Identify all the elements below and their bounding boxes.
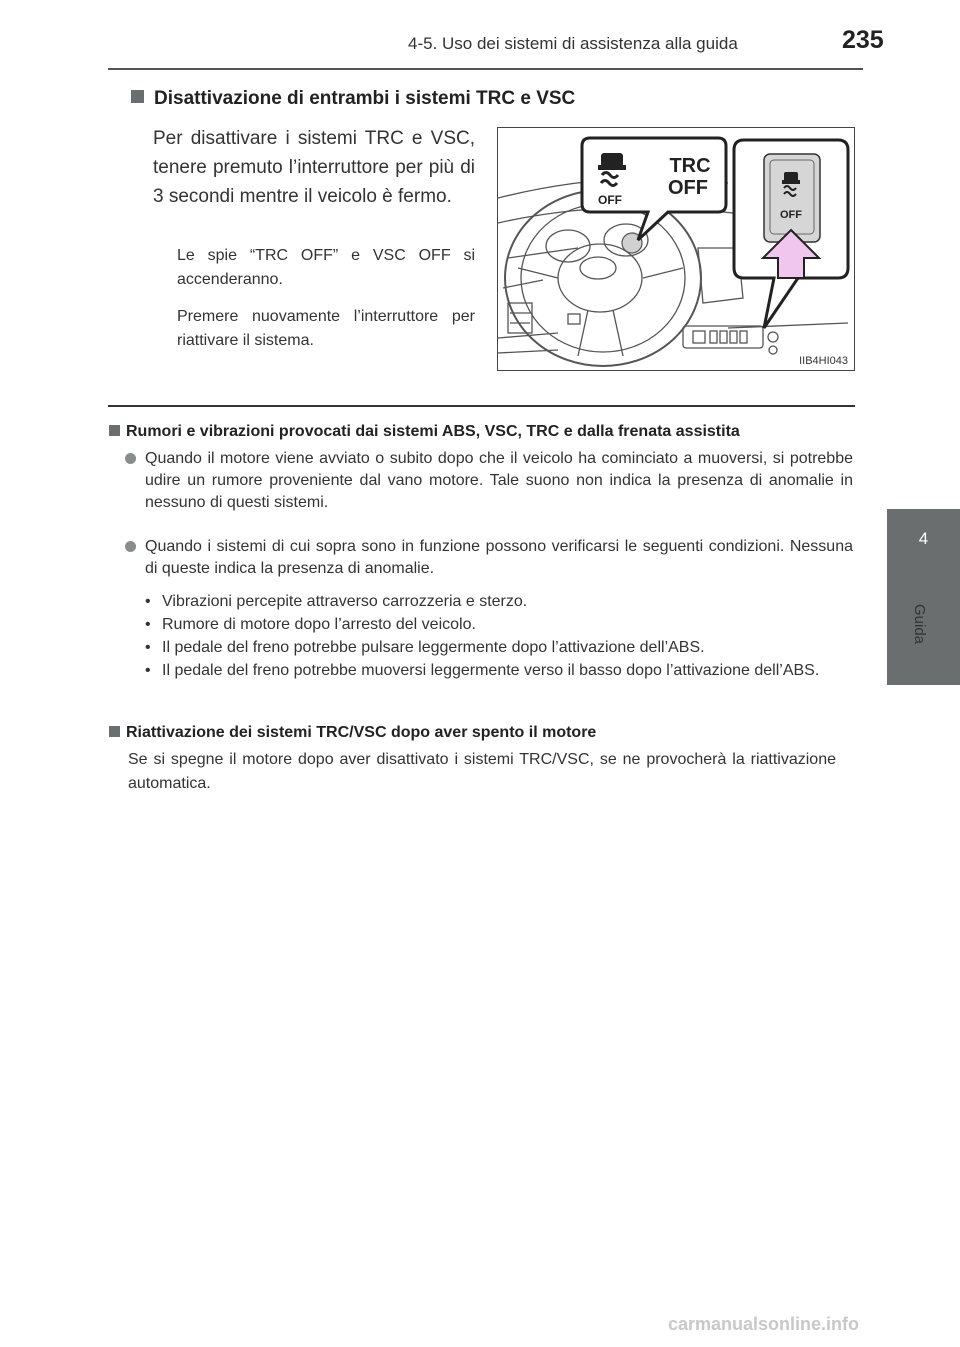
section-title-text: Disattivazione di entrambi i sistemi TRC e VSC (154, 88, 576, 109)
vsc-off-switch (764, 154, 820, 242)
svg-text:OFF: OFF (598, 193, 622, 207)
info-bullet: Quando il motore viene avviato o subito dopo che il veicolo ha cominciato a muoversi, si potrebbe udire un rumore proveniente dal vano motore. Tale suono non indica la presenza di anomalie in nessuno di questi sistemi. (128, 448, 853, 514)
list-item: • Il pedale del freno potrebbe muoversi leggermente verso il basso dopo l’attivazione dell’ABS. (145, 659, 853, 682)
circle-bullet-icon (125, 453, 136, 464)
figure-code: IIB4HI043 (799, 355, 848, 367)
chapter-number: 4 (918, 529, 929, 548)
watermark: carmanualsonline.info (668, 1314, 860, 1334)
section-title (131, 88, 575, 110)
dashboard-drawing (498, 128, 854, 370)
chapter-label: Guida (911, 604, 928, 645)
info-title-noise: Rumori e vibrazioni provocati dai sistemi ABS, VSC, TRC e dalla frenata assistita (109, 423, 740, 441)
square-bullet-icon (109, 425, 120, 436)
list-item: • Il pedale del freno potrebbe pulsare leggermente dopo l’attivazione dell’ABS. (145, 636, 853, 659)
circle-bullet-icon (125, 541, 136, 552)
trc-label-line2: OFF (668, 177, 708, 199)
section-note: Premere nuovamente l’interruttore per riattivare il sistema. (177, 308, 475, 349)
running-header: 4-5. Uso dei sistemi di assistenza alla guida (408, 34, 738, 53)
info-bullet: Quando i sistemi di cui sopra sono in funzione possono verificarsi le seguenti condizioni. Nessuna di queste indica la presenza di anomalie. (128, 536, 853, 580)
section-intro: Per disattivare i sistemi TRC e VSC, tenere premuto l’interruttore per più di 3 secondi mentre il veicolo è fermo. (153, 128, 475, 207)
dashboard-illustration (497, 127, 855, 371)
info-title-reactivation: Riattivazione dei sistemi TRC/VSC dopo aver spento il motore (109, 724, 596, 742)
page-number: 235 (842, 26, 884, 54)
section-note: Le spie “TRC OFF” e VSC OFF si accenderanno. (177, 247, 475, 288)
square-bullet-icon (109, 726, 120, 737)
svg-text:OFF: OFF (780, 209, 802, 221)
square-bullet-icon (131, 90, 144, 103)
list-item: • Rumore di motore dopo l’arresto del veicolo. (145, 613, 853, 636)
conditions-list (145, 590, 853, 682)
reactivation-text: Se si spegne il motore dopo aver disattivato i sistemi TRC/VSC, se ne provocherà la riattivazione automatica. (128, 751, 836, 792)
header-rule (108, 68, 863, 70)
list-item: • Vibrazioni percepite attraverso carrozzeria e sterzo. (145, 590, 853, 613)
trc-label-line1: TRC (669, 155, 711, 177)
section-separator (108, 405, 855, 407)
